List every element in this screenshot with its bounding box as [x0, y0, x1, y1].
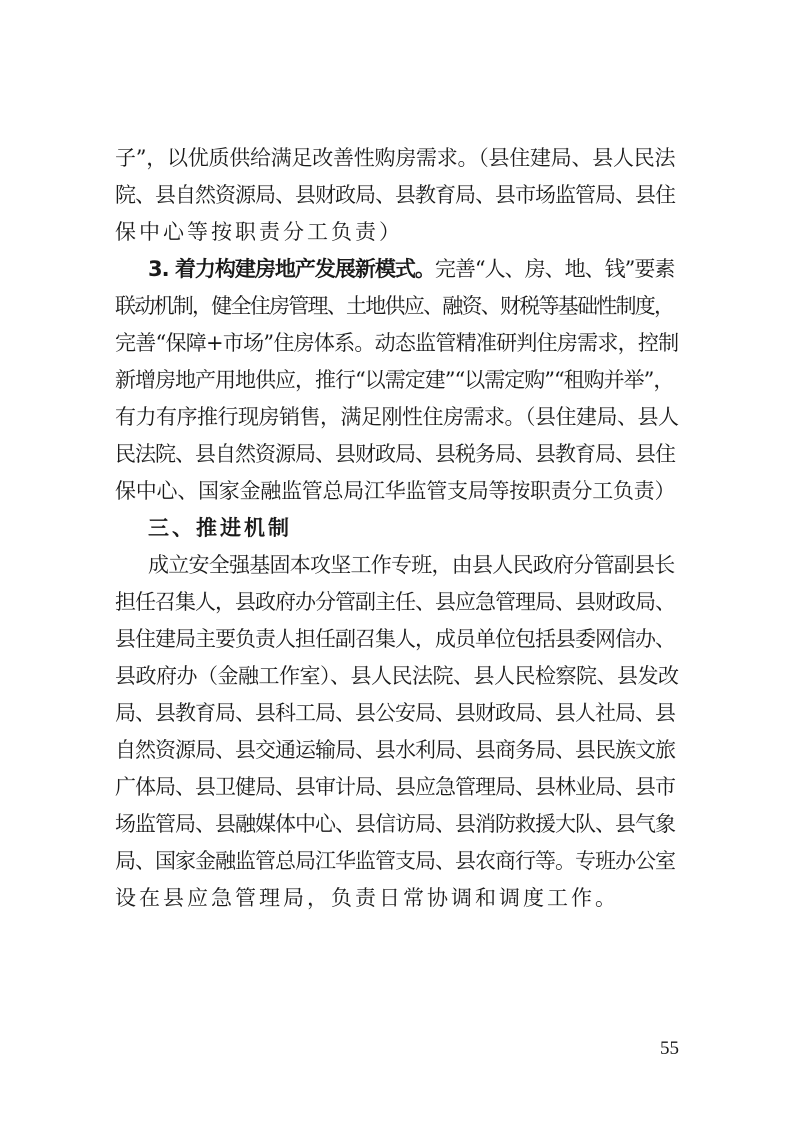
section-3-line: 3. 着力构建房地产发展新模式。完善“人、房、地、钱”要素 [148, 257, 675, 281]
body-line: 成立安全强基固本攻坚工作专班，由县人民政府分管副县长 [148, 553, 675, 577]
body-line: 新增房地产用地供应，推行“以需定建”“以需定购”“租购并举”， [115, 368, 674, 392]
section-3-title: 3. 着力构建房地产发展新模式。 [148, 257, 435, 281]
body-line: 设在县应急管理局，负责日常协调和调度工作。 [115, 886, 619, 910]
page-number: 55 [660, 1038, 679, 1059]
body-line: 联动机制，健全住房管理、土地供应、融资、财税等基础性制度， [115, 294, 674, 318]
body-line: 子”，以优质供给满足改善性购房需求。（县住建局、县人民法 [115, 146, 676, 170]
body-line: 局、国家金融监管总局江华监管支局、县农商行等。专班办公室 [115, 849, 675, 873]
body-line: 保中心、国家金融监管总局江华监管支局等按职责分工负责） [115, 479, 676, 503]
body-line: 担任召集人，县政府办分管副主任、县应急管理局、县财政局、 [115, 590, 675, 614]
body-line: 县住建局主要负责人担任副召集人，成员单位包括县委网信办、 [115, 627, 675, 651]
body-line: 保中心等按职责分工负责） [115, 220, 403, 244]
body-line: 有力有序推行现房销售，满足刚性住房需求。（县住建局、县人 [115, 405, 679, 429]
body-line: 场监管局、县融媒体中心、县信访局、县消防救援大队、县气象 [115, 812, 675, 836]
body-line: 县政府办（金融工作室）、县人民法院、县人民检察院、县发改 [115, 664, 679, 688]
section-heading: 三、推进机制 [148, 516, 292, 540]
body-line: 局、县教育局、县科工局、县公安局、县财政局、县人社局、县 [115, 701, 675, 725]
body-line: 民法院、县自然资源局、县财政局、县税务局、县教育局、县住 [115, 442, 675, 466]
body-line: 自然资源局、县交通运输局、县水利局、县商务局、县民族文旅 [115, 738, 675, 762]
body-line: 完善“保障+市场”住房体系。动态监管精准研判住房需求，控制 [115, 331, 679, 355]
body-line: 广体局、县卫健局、县审计局、县应急管理局、县林业局、县市 [115, 775, 675, 799]
body-line: 院、县自然资源局、县财政局、县教育局、县市场监管局、县住 [115, 183, 675, 207]
